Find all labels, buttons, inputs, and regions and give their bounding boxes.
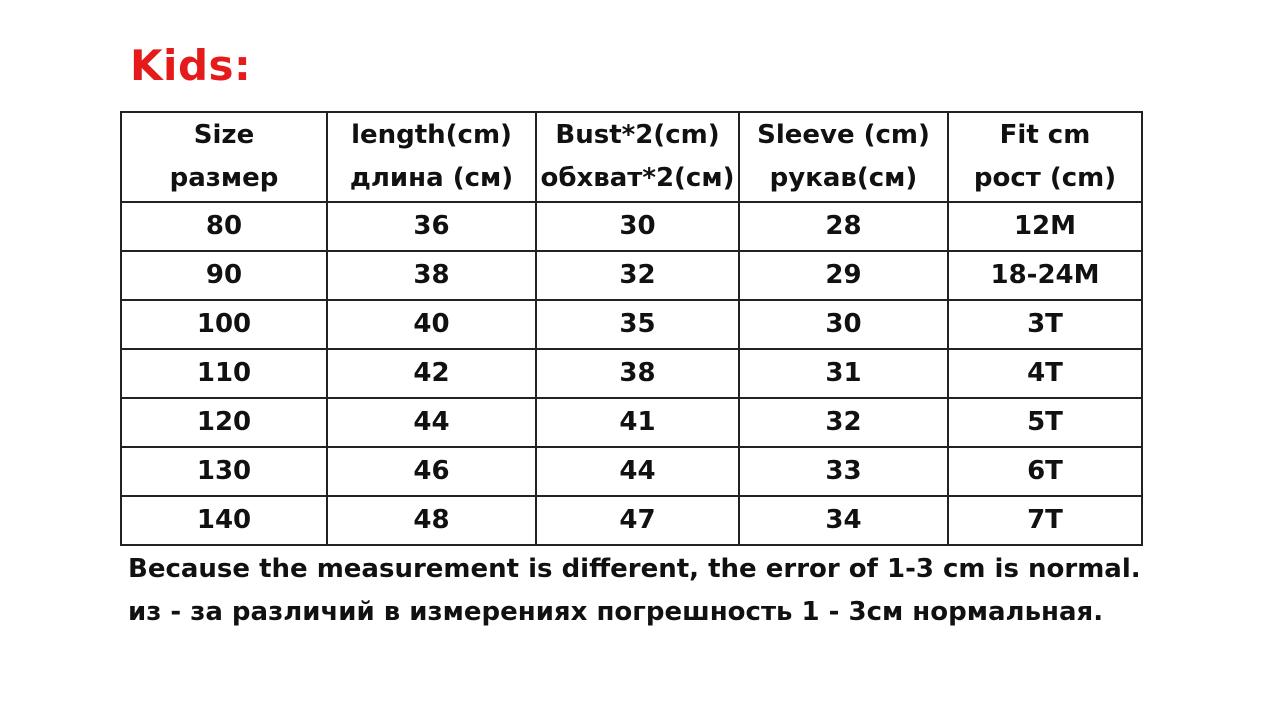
table-row: [121, 398, 1142, 447]
header-fit: [948, 112, 1142, 202]
table-cell-bust: 38: [536, 349, 739, 398]
header-length: [327, 112, 536, 202]
table-cell-sleeve: 34: [739, 496, 948, 545]
table-cell-length: 46: [327, 447, 536, 496]
table-cell-fit: 7T: [948, 496, 1142, 545]
table-cell-bust: 30: [536, 202, 739, 251]
header-label-ru: размер: [169, 163, 279, 193]
measurement-note-english: Because the measurement is different, the error of 1-3 cm is normal.: [128, 554, 1141, 584]
header-label: Fit cm: [999, 120, 1091, 150]
table-row: [121, 447, 1142, 496]
header-label-ru: обхват*2(см): [540, 163, 735, 193]
table-cell-bust: 41: [536, 398, 739, 447]
table-row: [121, 300, 1142, 349]
page-title: Kids:: [130, 41, 252, 90]
header-size: [121, 112, 327, 202]
table-cell-length: 40: [327, 300, 536, 349]
table-cell-size: 110: [121, 349, 327, 398]
table-cell-size: 90: [121, 251, 327, 300]
table-cell-length: 44: [327, 398, 536, 447]
table-cell-fit: 12M: [948, 202, 1142, 251]
table-cell-bust: 35: [536, 300, 739, 349]
table-cell-length: 42: [327, 349, 536, 398]
table-cell-bust: 44: [536, 447, 739, 496]
header-label-ru: рукав(см): [769, 163, 918, 193]
header-label-ru: длина (см): [349, 163, 514, 193]
table-cell-sleeve: 29: [739, 251, 948, 300]
table-cell-size: 140: [121, 496, 327, 545]
header-label: Bust*2(cm): [555, 120, 720, 150]
header-label: Size: [193, 120, 255, 150]
table-cell-sleeve: 32: [739, 398, 948, 447]
table-cell-sleeve: 33: [739, 447, 948, 496]
table-cell-size: 80: [121, 202, 327, 251]
header-label: Sleeve (cm): [757, 120, 930, 150]
measurement-note-russian: из - за различий в измерениях погрешность 1 - 3см нормальная.: [128, 597, 1104, 627]
table-cell-size: 120: [121, 398, 327, 447]
table-cell-bust: 47: [536, 496, 739, 545]
table-cell-sleeve: 30: [739, 300, 948, 349]
table-cell-sleeve: 31: [739, 349, 948, 398]
table-cell-bust: 32: [536, 251, 739, 300]
table-row: [121, 349, 1142, 398]
header-label-ru: рост (cm): [973, 163, 1117, 193]
table-cell-size: 130: [121, 447, 327, 496]
size-chart-table: [120, 111, 1143, 546]
table-cell-length: 38: [327, 251, 536, 300]
header-bust: [536, 112, 739, 202]
table-cell-fit: 18-24M: [948, 251, 1142, 300]
table-cell-fit: 6T: [948, 447, 1142, 496]
table-cell-size: 100: [121, 300, 327, 349]
table-row: [121, 496, 1142, 545]
table-header-row: [121, 112, 1142, 202]
table-cell-sleeve: 28: [739, 202, 948, 251]
header-label: length(cm): [351, 120, 512, 150]
header-sleeve: [739, 112, 948, 202]
table-cell-fit: 4T: [948, 349, 1142, 398]
table-cell-length: 36: [327, 202, 536, 251]
table-cell-length: 48: [327, 496, 536, 545]
table-row: [121, 251, 1142, 300]
table-cell-fit: 5T: [948, 398, 1142, 447]
table-row: [121, 202, 1142, 251]
table-cell-fit: 3T: [948, 300, 1142, 349]
